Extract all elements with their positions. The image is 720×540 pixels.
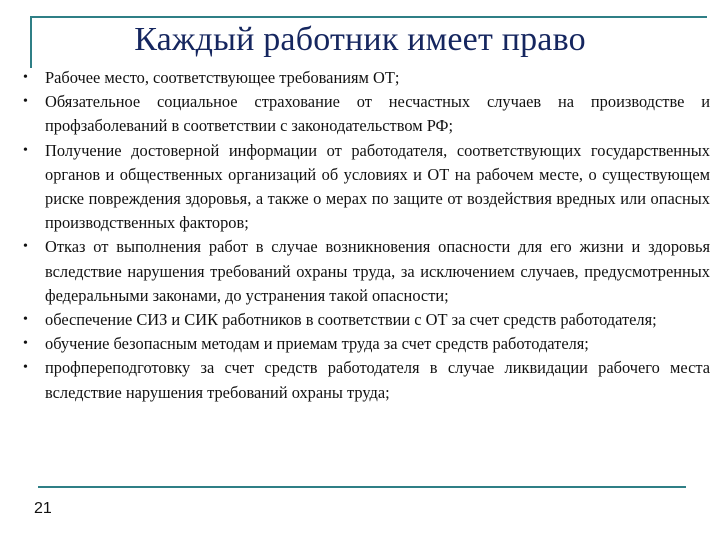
page-number: 21 (34, 500, 52, 517)
list-item (20, 308, 710, 332)
bullet-icon: • (23, 312, 28, 328)
list-item-text: Отказ от выполнения работ в случае возникновения опасности для его жизни и здоровья вследствие нарушения требований охраны труда, за исключением случаев, предусмотренных федеральными законами, до устранения такой опасности; (45, 237, 710, 305)
list-item (20, 356, 710, 404)
list-item-text: профпереподготовку за счет средств работодателя в случае ликвидации рабочего места вследствие нарушения требований охраны труда; (45, 358, 710, 402)
bullet-icon: • (23, 142, 28, 158)
list-item-text: Рабочее место, соответствующее требованиям ОТ; (45, 68, 400, 87)
list-item-text: обучение безопасным методам и приемам труда за счет средств работодателя; (45, 334, 589, 354)
slide-title: Каждый работник имеет право (134, 21, 586, 58)
list-item (20, 235, 710, 308)
list-item (20, 66, 710, 90)
bullet-icon: • (23, 94, 28, 110)
list-item (20, 332, 710, 356)
frame-bottom-line (38, 486, 686, 488)
list-item-text: Обязательное социальное страхование от несчастных случаев на производстве и профзаболеваний в соответствии с законодательством РФ; (45, 92, 710, 136)
bullet-icon: • (23, 336, 28, 352)
bullet-icon: • (23, 239, 28, 255)
list-item (20, 139, 710, 236)
bullet-icon: • (23, 360, 28, 376)
list-item (20, 90, 710, 138)
bullet-icon: • (23, 70, 28, 85)
slide-content (20, 66, 710, 405)
list-item-text: Получение достоверной информации от работодателя, соответствующих государственных органов и общественных организаций об условиях и ОТ на рабочем месте, о существующем риске повреждения здоровья, а также о мерах по защите от воздействия вредных или опасных производственных факторов; (45, 140, 710, 233)
rights-list (20, 66, 710, 405)
list-item-text: обеспечение СИЗ и СИК работников в соответствии с ОТ за счет средств работодателя; (45, 310, 657, 330)
